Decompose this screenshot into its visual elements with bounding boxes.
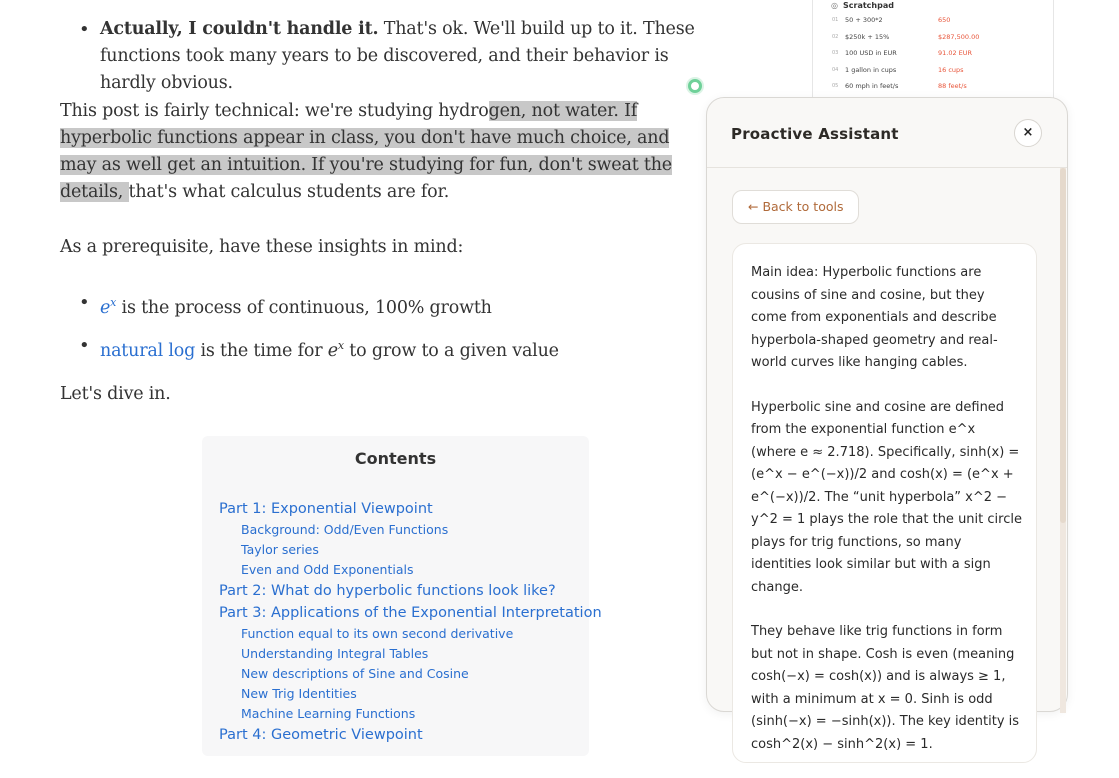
- dive-paragraph: Let's dive in.: [60, 384, 171, 404]
- toc-subsection-link[interactable]: New descriptions of Sine and Cosine: [241, 666, 469, 681]
- scratchpad-row[interactable]: [813, 33, 1053, 47]
- row-result: 16 cups: [938, 65, 964, 74]
- row-number: 02: [832, 33, 839, 40]
- table-of-contents: [202, 436, 602, 756]
- close-icon: ×: [1022, 125, 1034, 140]
- scratchpad-title: Scratchpad: [843, 1, 894, 10]
- insight-text: is the time for: [195, 340, 328, 361]
- list-item: [60, 332, 559, 365]
- row-number: 05: [832, 83, 839, 89]
- row-expression: 60 mph in feet/s: [845, 82, 899, 90]
- toc-subsection-link[interactable]: Even and Odd Exponentials: [241, 562, 414, 577]
- proactive-assistant-panel: [706, 97, 1068, 752]
- top-bullet-list: [60, 16, 720, 97]
- panel-header: [707, 98, 1067, 168]
- row-expression: 100 USD in EUR: [845, 49, 897, 57]
- bullet-text: That's ok. We'll build up to it. These functions took many years to be discovered, and their behavior is hardly obvious.: [100, 19, 695, 93]
- row-expression: 50 + 300*2: [845, 16, 883, 24]
- message-paragraph: They behave like trig functions in form but not in shape. Cosh is even (meaning cosh(−x) = cosh(x)) and is always ≥ 1, with a minimum at x = 0. Sinh is odd (sinh(−x) = −sinh(x)). The key identity is cosh^2(x) − sinh^2(x) = 1.: [751, 624, 1020, 752]
- row-result: 91.02 EUR: [938, 49, 973, 57]
- math-exponent: x: [337, 338, 344, 352]
- message-body: [751, 262, 1023, 778]
- toc-list: [219, 498, 602, 746]
- row-result: 88 feet/s: [938, 82, 967, 90]
- e-x-link[interactable]: [100, 298, 116, 318]
- toc-subsection-link[interactable]: Machine Learning Functions: [241, 706, 416, 721]
- e-link-exponent: x: [110, 296, 117, 309]
- scratchpad-row[interactable]: [813, 82, 1053, 96]
- row-result: $287,500.00: [938, 32, 980, 41]
- natural-log-link[interactable]: natural log: [100, 340, 196, 361]
- intro-paragraph: [60, 98, 710, 206]
- message-paragraph: Main idea: Hyperbolic functions are cousins of sine and cosine, but they come from exponentials and describe hyperbola-shaped geometry and real-world curves like hanging cables.: [751, 265, 998, 370]
- insights-list: [60, 289, 559, 375]
- status-indicator-icon[interactable]: [688, 79, 702, 93]
- toc-subsection-link[interactable]: Understanding Integral Tables: [241, 646, 429, 661]
- scratchpad-row[interactable]: [813, 66, 1053, 80]
- assistant-message-card: [732, 243, 1037, 763]
- toc-title: Contents: [354, 449, 437, 468]
- intro-text: This post is fairly technical: we're studying hydro: [60, 101, 489, 121]
- toc-part-link[interactable]: Part 3: Applications of the Exponential Interpretation: [219, 605, 602, 621]
- list-item: [60, 16, 720, 97]
- list-item: [60, 289, 559, 322]
- scrollbar-thumb[interactable]: [1060, 168, 1066, 523]
- bullet-bold-text: Actually, I couldn't handle it.: [100, 19, 379, 39]
- back-to-tools-button[interactable]: ← Back to tools: [732, 190, 859, 224]
- row-number: 03: [832, 50, 839, 56]
- prereq-paragraph: As a prerequisite, have these insights in mind:: [60, 237, 464, 257]
- scratchpad-panel: [812, 0, 1054, 99]
- row-expression: $250k + 15%: [845, 32, 890, 41]
- e-link-base: e: [100, 297, 111, 318]
- close-button[interactable]: [1014, 119, 1042, 147]
- row-result: 650: [938, 16, 951, 24]
- toc-subsection-link[interactable]: Function equal to its own second derivative: [241, 626, 514, 641]
- intro-text-end: that's what calculus students are for.: [128, 182, 450, 202]
- row-number: 01: [832, 17, 839, 23]
- toc-subsection-link[interactable]: New Trig Identities: [241, 686, 357, 701]
- panel-title: Proactive Assistant: [731, 125, 899, 143]
- insight-text: is the process of continuous, 100% growth: [116, 297, 492, 318]
- scratchpad-row[interactable]: [813, 16, 1053, 30]
- toc-subsection-link[interactable]: Taylor series: [241, 542, 319, 557]
- message-paragraph: Hyperbolic sine and cosine are defined from the exponential function e^x (where e ≈ 2.718). Specifically, sinh(x) = (e^x − e^(−x))/2 and cosh(x) = (e^x + e^(−x))/2. The “unit hyperbola” x^2 − y^2 = 1 plays the role that the unit circle plays for trig functions, so many identities look similar but with a sign change.: [751, 399, 1022, 595]
- highlighted-selection: gen, not water. If hyperbolic functions appear in class, you don't have much choice, and may as well get an intuition. If you're studying for fun, don't sweat the details,: [60, 101, 672, 202]
- row-expression: 1 gallon in cups: [845, 65, 897, 74]
- toc-part-link[interactable]: Part 1: Exponential Viewpoint: [219, 501, 433, 517]
- calculator-icon: ◎: [831, 1, 838, 10]
- insight-text-end: to grow to a given value: [343, 340, 559, 361]
- scratchpad-row[interactable]: [813, 49, 1053, 63]
- row-number: 04: [832, 66, 839, 73]
- toc-part-link[interactable]: Part 4: Geometric Viewpoint: [219, 727, 423, 743]
- toc-subsection-link[interactable]: Background: Odd/Even Functions: [241, 522, 449, 537]
- math-e: e: [327, 340, 338, 361]
- toc-part-link[interactable]: Part 2: What do hyperbolic functions look like?: [219, 583, 556, 599]
